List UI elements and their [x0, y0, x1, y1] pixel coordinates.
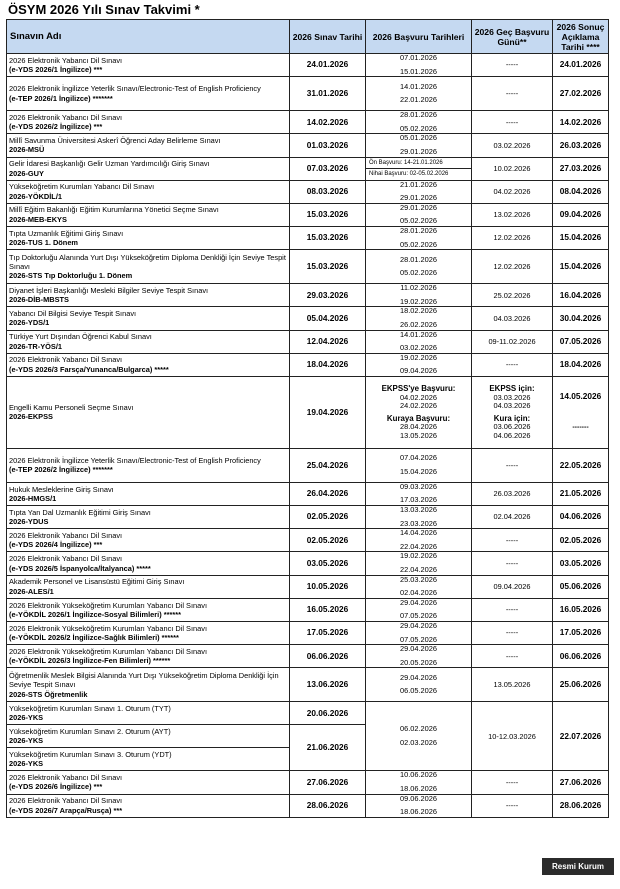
table-row	[7, 622, 609, 645]
exam-code: 2026-MSÜ	[9, 145, 45, 155]
application-dates-cell	[366, 645, 472, 668]
exam-code: 2026-YDS/1	[9, 318, 50, 328]
exam-name-cell	[7, 725, 290, 748]
exam-name-cell	[7, 250, 290, 284]
application-end: 05.02.2026	[400, 216, 437, 226]
application-dates-cell	[366, 353, 472, 376]
exam-name-cell	[7, 54, 290, 77]
exam-date: 21.06.2026	[290, 725, 366, 771]
exam-name-cell	[7, 353, 290, 376]
exam-name: 2026 Elektronik Yabancı Dil Sınavı	[9, 55, 123, 65]
exam-name-cell	[7, 552, 290, 575]
exam-date: 10.05.2026	[290, 575, 366, 598]
application-dates-cell	[366, 448, 472, 482]
exam-name-cell	[7, 284, 290, 307]
application-dates-cell	[366, 506, 472, 529]
result-date: 24.01.2026	[553, 54, 609, 77]
exam-code: 2026-YÖKDİL/1	[9, 191, 62, 201]
exam-code: (e-TEP 2026/2 İngilizce) *******	[9, 465, 113, 475]
application-end: 07.05.2026	[400, 634, 437, 644]
application-end: 22.01.2026	[400, 95, 437, 105]
late-application: -----	[472, 794, 553, 817]
exam-code: (e-YÖKDİL 2026/2 İngilizce-Sağlık Bilimleri) ******	[9, 633, 179, 643]
late-application: -----	[472, 111, 553, 134]
late-application: 26.03.2026	[472, 482, 553, 505]
kura-result-heading: Kura için:	[493, 413, 531, 423]
application-start: 04.02.2026	[400, 392, 437, 402]
exam-name: Millî Savunma Üniversitesi Askerî Öğrenci Aday Belirleme Sınavı	[9, 136, 221, 146]
application-dates-cell	[366, 529, 472, 552]
application-start: 09.06.2026	[400, 794, 437, 803]
result-date: 06.06.2026	[553, 645, 609, 668]
late-application: -----	[472, 552, 553, 575]
table-row	[7, 54, 609, 77]
exam-date: 31.01.2026	[290, 77, 366, 111]
table-row	[7, 668, 609, 702]
late-application: 10-12.03.2026	[472, 702, 553, 771]
exam-date: 06.06.2026	[290, 645, 366, 668]
table-row	[7, 203, 609, 226]
result-date: 30.04.2026	[553, 307, 609, 330]
table-row	[7, 598, 609, 621]
application-dates-cell	[366, 376, 472, 448]
exam-date: 29.03.2026	[290, 284, 366, 307]
exam-name-cell	[7, 111, 290, 134]
application-start: 28.01.2026	[400, 226, 437, 235]
exam-name: 2026 Elektronik Yabancı Dil Sınavı	[9, 112, 123, 122]
exam-date: 20.06.2026	[290, 702, 366, 725]
application-end: 20.05.2026	[400, 657, 437, 667]
late-application: 09-11.02.2026	[472, 330, 553, 353]
exam-name: Hukuk Mesleklerine Giriş Sınavı	[9, 484, 114, 494]
exam-name-cell	[7, 134, 290, 157]
application-start: 28.01.2026	[400, 254, 437, 264]
exam-name-cell	[7, 645, 290, 668]
exam-date: 12.04.2026	[290, 330, 366, 353]
exam-name-cell	[7, 771, 290, 794]
application-end: 29.01.2026	[400, 193, 437, 203]
application-end: 18.06.2026	[400, 783, 437, 793]
late-application: 09.04.2026	[472, 575, 553, 598]
exam-code: 2026-YKS	[9, 736, 44, 746]
result-date: 04.06.2026	[553, 506, 609, 529]
kura-application-heading: Kuraya Başvuru:	[386, 413, 451, 423]
exam-code: (e-YDS 2026/7 Arapça/Rusça) ***	[9, 805, 123, 815]
application-dates-cell	[366, 668, 472, 702]
result-date: 21.05.2026	[553, 482, 609, 505]
exam-name: Tıp Doktorluğu Alanında Yurt Dışı Yükseköğretim Diploma Denkliği İçin Seviye Tespit Sınavı	[9, 252, 286, 271]
exam-date: 01.03.2026	[290, 134, 366, 157]
late-application: -----	[472, 771, 553, 794]
exam-date: 07.03.2026	[290, 157, 366, 180]
application-end: 23.03.2026	[400, 518, 437, 528]
exam-code: 2026-HMGS/1	[9, 493, 57, 503]
result-date: 14.05.2026	[559, 390, 602, 401]
result-date: 27.06.2026	[553, 771, 609, 794]
late-application: -----	[472, 622, 553, 645]
table-row	[7, 111, 609, 134]
application-start: 14.01.2026	[400, 330, 437, 339]
application-end: 18.06.2026	[400, 807, 437, 817]
exam-code: (e-YDS 2026/5 İspanyolca/İtalyanca) *****	[9, 563, 151, 573]
application-start: 14.01.2026	[400, 81, 437, 91]
late-date: 04.03.2026	[493, 401, 531, 411]
table-row	[7, 771, 609, 794]
result-date: 15.04.2026	[553, 226, 609, 249]
table-row	[7, 77, 609, 111]
exam-code: (e-YDS 2026/1 İngilizce) ***	[9, 65, 103, 75]
exam-code: 2026-YKS	[9, 713, 44, 723]
application-end: 15.04.2026	[400, 466, 437, 476]
header-exam-name: Sınavın Adı	[7, 20, 290, 54]
exam-date: 25.04.2026	[290, 448, 366, 482]
application-start: 07.04.2026	[400, 453, 437, 463]
exam-date: 18.04.2026	[290, 353, 366, 376]
exam-code: 2026-YDUS	[9, 517, 49, 527]
exam-name: Gelir İdaresi Başkanlığı Gelir Uzman Yardımcılığı Giriş Sınavı	[9, 159, 210, 169]
result-date: 05.06.2026	[553, 575, 609, 598]
result-date: 14.02.2026	[553, 111, 609, 134]
application-dates-cell	[366, 157, 472, 180]
application-start: 29.04.2026	[400, 621, 437, 630]
exam-date: 24.01.2026	[290, 54, 366, 77]
exam-name-cell	[7, 622, 290, 645]
table-row	[7, 180, 609, 203]
application-end: 22.04.2026	[400, 565, 437, 575]
exam-name-cell	[7, 482, 290, 505]
exam-code: 2026-STS Tıp Doktorluğu 1. Dönem	[9, 271, 133, 281]
application-end: 05.02.2026	[400, 268, 437, 278]
exam-name: Millî Eğitim Bakanlığı Eğitim Kurumlarına Yönetici Seçme Sınavı	[9, 205, 219, 215]
application-dates-cell	[366, 54, 472, 77]
result-date: 09.04.2026	[553, 203, 609, 226]
late-application: -----	[472, 598, 553, 621]
exam-name: 2026 Elektronik Yükseköğretim Kurumları Yabancı Dil Sınavı	[9, 600, 208, 610]
exam-name-cell	[7, 376, 290, 448]
result-date: 27.03.2026	[553, 157, 609, 180]
exam-code: 2026-DİB-MBSTS	[9, 295, 69, 305]
application-start: 21.01.2026	[400, 180, 437, 189]
late-application: 10.02.2026	[472, 157, 553, 180]
exam-name: Engelli Kamu Personeli Seçme Sınavı	[9, 402, 134, 412]
application-end: 05.02.2026	[400, 239, 437, 249]
application-start: 14.04.2026	[400, 528, 437, 538]
exam-name-cell	[7, 448, 290, 482]
exam-name: Yükseköğretim Kurumları Sınavı 2. Oturum (AYT)	[9, 726, 171, 736]
application-dates-cell	[366, 552, 472, 575]
exam-name: Yükseköğretim Kurumları Sınavı 3. Oturum (YDT)	[9, 749, 172, 759]
table-row	[7, 794, 609, 817]
application-start: 07.01.2026	[400, 53, 437, 62]
application-end: 24.02.2026	[400, 401, 437, 411]
application-dates-cell	[366, 307, 472, 330]
application-start: 29.04.2026	[400, 598, 437, 607]
exam-name: 2026 Elektronik İngilizce Yeterlik Sınavı/Electronic-Test of English Proficiency	[9, 84, 261, 94]
table-row	[7, 134, 609, 157]
table-row	[7, 529, 609, 552]
exam-date: 16.05.2026	[290, 598, 366, 621]
application-end: 03.02.2026	[400, 343, 437, 353]
application-dates-cell	[366, 771, 472, 794]
exam-schedule-table	[6, 19, 609, 818]
late-application: 03.02.2026	[472, 134, 553, 157]
application-end: 26.02.2026	[400, 319, 437, 329]
table-row	[7, 645, 609, 668]
exam-date: 15.03.2026	[290, 203, 366, 226]
exam-date: 13.06.2026	[290, 668, 366, 702]
exam-code: (e-YDS 2026/4 İngilizce) ***	[9, 540, 103, 550]
late-application: -----	[472, 645, 553, 668]
result-date: 08.04.2026	[553, 180, 609, 203]
late-application: -----	[472, 77, 553, 111]
application-end: 02.03.2026	[400, 737, 437, 747]
application-start: 19.02.2026	[400, 551, 437, 561]
exam-name: 2026 Elektronik Yabancı Dil Sınavı	[9, 554, 123, 564]
exam-name: Yabancı Dil Bilgisi Seviye Tespit Sınavı	[9, 309, 137, 318]
exam-date: 05.04.2026	[290, 307, 366, 330]
exam-name: Öğretmenlik Meslek Bilgisi Alanında Yurt Dışı Yükseköğretim Diploma Denkliği İçin Seviye Tespit Sınavı	[9, 670, 279, 690]
late-application: 12.02.2026	[472, 226, 553, 249]
exam-name: Akademik Personel ve Lisansüstü Eğitimi Giriş Sınavı	[9, 577, 185, 587]
table-row	[7, 376, 609, 448]
application-dates-cell	[366, 482, 472, 505]
exam-name: 2026 Elektronik İngilizce Yeterlik Sınavı/Electronic-Test of English Proficiency	[9, 455, 261, 465]
table-row	[7, 284, 609, 307]
exam-name: Tıpta Uzmanlık Eğitimi Giriş Sınavı	[9, 228, 124, 238]
exam-name: Yükseköğretim Kurumları Yabancı Dil Sınavı	[9, 182, 155, 192]
exam-name: Diyanet İşleri Başkanlığı Mesleki Bilgiler Seviye Tespit Sınavı	[9, 285, 209, 295]
exam-name: 2026 Elektronik Yükseköğretim Kurumları Yabancı Dil Sınavı	[9, 623, 208, 633]
exam-date: 28.06.2026	[290, 794, 366, 817]
application-dates-cell	[366, 180, 472, 203]
exam-name: 2026 Elektronik Yükseköğretim Kurumları Yabancı Dil Sınavı	[9, 646, 208, 656]
application-dates-cell	[366, 250, 472, 284]
exam-name-cell	[7, 203, 290, 226]
application-start: 05.01.2026	[400, 133, 437, 143]
application-start: 28.04.2026	[400, 422, 437, 432]
exam-date: 15.03.2026	[290, 226, 366, 249]
application-dates-cell	[366, 702, 472, 771]
application-dates-cell	[366, 598, 472, 621]
exam-code: 2026-STS Öğretmenlik	[9, 689, 88, 699]
application-start: 18.02.2026	[400, 306, 437, 316]
application-end: 15.01.2026	[400, 66, 437, 76]
late-application: -----	[472, 448, 553, 482]
header-late-application: 2026 Geç Başvuru Günü**	[472, 20, 553, 54]
exam-name-cell	[7, 77, 290, 111]
table-row	[7, 482, 609, 505]
late-date: 03.03.2026	[493, 392, 531, 402]
late-application: 13.02.2026	[472, 203, 553, 226]
result-date: 28.06.2026	[553, 794, 609, 817]
application-dates-cell	[366, 575, 472, 598]
exam-date: 27.06.2026	[290, 771, 366, 794]
application-end: 05.02.2026	[400, 123, 437, 133]
application-end: 02.04.2026	[400, 588, 437, 598]
exam-name-cell	[7, 157, 290, 180]
application-start: 19.02.2026	[400, 353, 437, 362]
exam-date: 17.05.2026	[290, 622, 366, 645]
application-end: 13.05.2026	[400, 430, 437, 440]
late-application: 25.02.2026	[472, 284, 553, 307]
exam-code: 2026-ALES/1	[9, 586, 54, 596]
application-dates-cell	[366, 111, 472, 134]
exam-name: 2026 Elektronik Yabancı Dil Sınavı	[9, 530, 123, 540]
header-result-date: 2026 Sonuç Açıklama Tarihi ****	[553, 20, 609, 54]
exam-date: 14.02.2026	[290, 111, 366, 134]
result-date-kura: -------	[572, 424, 589, 432]
application-dates-cell	[366, 203, 472, 226]
table-row	[7, 226, 609, 249]
header-exam-date: 2026 Sınav Tarihi	[290, 20, 366, 54]
exam-date: 19.04.2026	[290, 376, 366, 448]
exam-date: 03.05.2026	[290, 552, 366, 575]
exam-name-cell	[7, 506, 290, 529]
result-date: 07.05.2026	[553, 330, 609, 353]
exam-name: 2026 Elektronik Yabancı Dil Sınavı	[9, 796, 123, 806]
exam-date: 02.05.2026	[290, 529, 366, 552]
application-dates-cell	[366, 226, 472, 249]
application-end: 06.05.2026	[400, 686, 437, 696]
result-date: 16.04.2026	[553, 284, 609, 307]
exam-code: (e-YÖKDİL 2026/1 İngilizce-Sosyal Bilimleri) ******	[9, 609, 181, 619]
application-start: 10.06.2026	[400, 770, 437, 780]
result-date: 18.04.2026	[553, 353, 609, 376]
application-end: 09.04.2026	[400, 366, 437, 376]
result-date-cell	[553, 376, 609, 448]
late-application: 04.02.2026	[472, 180, 553, 203]
exam-name-cell	[7, 226, 290, 249]
application-start: 29.04.2026	[400, 672, 437, 682]
table-row	[7, 506, 609, 529]
exam-name-cell	[7, 575, 290, 598]
exam-code: (e-YÖKDİL 2026/3 İngilizce-Fen Bilimleri) ******	[9, 656, 171, 666]
result-date: 15.04.2026	[553, 250, 609, 284]
application-start: 28.01.2026	[400, 110, 437, 120]
application-end: 29.01.2026	[400, 146, 437, 156]
table-row	[7, 250, 609, 284]
result-date: 22.07.2026	[553, 702, 609, 771]
application-dates-cell	[366, 794, 472, 817]
application-dates-cell	[366, 134, 472, 157]
application-start: 11.02.2026	[400, 283, 437, 293]
late-application: 04.03.2026	[472, 307, 553, 330]
application-start: 13.03.2026	[400, 505, 437, 515]
application-end: 07.05.2026	[400, 611, 437, 621]
result-date: 03.05.2026	[553, 552, 609, 575]
exam-name-cell	[7, 330, 290, 353]
late-application: -----	[472, 529, 553, 552]
exam-code: (e-YDS 2026/2 İngilizce) ***	[9, 122, 103, 132]
result-date: 27.02.2026	[553, 77, 609, 111]
table-row	[7, 353, 609, 376]
exam-code: (e-TEP 2026/1 İngilizce) *******	[9, 93, 113, 103]
result-date: 22.05.2026	[553, 448, 609, 482]
exam-name-cell	[7, 529, 290, 552]
exam-name-cell	[7, 668, 290, 702]
late-application: -----	[472, 353, 553, 376]
exam-code: 2026-YKS	[9, 759, 44, 769]
result-date: 26.03.2026	[553, 134, 609, 157]
exam-name: Tıpta Yan Dal Uzmanlık Eğitimi Giriş Sınavı	[9, 507, 151, 517]
application-start: 25.03.2026	[400, 575, 437, 584]
exam-name-cell	[7, 794, 290, 817]
exam-name-cell	[7, 748, 290, 771]
exam-name: 2026 Elektronik Yabancı Dil Sınavı	[9, 355, 123, 365]
exam-name: Türkiye Yurt Dışından Öğrenci Kabul Sınavı	[9, 332, 152, 342]
exam-date: 26.04.2026	[290, 482, 366, 505]
late-application: 13.05.2026	[472, 668, 553, 702]
application-dates-cell	[366, 330, 472, 353]
exam-name: 2026 Elektronik Yabancı Dil Sınavı	[9, 773, 123, 783]
exam-date: 08.03.2026	[290, 180, 366, 203]
application-dates-cell	[366, 284, 472, 307]
exam-code: (e-YDS 2026/3 Farsça/Yunanca/Bulgarca) *****	[9, 364, 169, 374]
application-end: 22.04.2026	[400, 541, 437, 551]
late-application: 12.02.2026	[472, 250, 553, 284]
result-date: 02.05.2026	[553, 529, 609, 552]
table-row	[7, 702, 609, 725]
application-start: 29.04.2026	[400, 644, 437, 654]
exam-code: 2026-MEB-EKYS	[9, 214, 67, 224]
exam-code: 2026-TUS 1. Dönem	[9, 238, 79, 248]
application-end: 17.03.2026	[400, 495, 437, 505]
exam-name-cell	[7, 702, 290, 725]
exam-name-cell	[7, 307, 290, 330]
exam-name-cell	[7, 180, 290, 203]
pre-application: Ön Başvuru: 14-21.01.2026	[366, 158, 471, 169]
table-row	[7, 552, 609, 575]
application-start: 29.01.2026	[400, 203, 437, 212]
late-application: -----	[472, 54, 553, 77]
table-row	[7, 330, 609, 353]
table-row	[7, 575, 609, 598]
late-date: 04.06.2026	[493, 430, 531, 440]
exam-code: 2026-GUY	[9, 168, 44, 178]
result-date: 17.05.2026	[553, 622, 609, 645]
result-date: 16.05.2026	[553, 598, 609, 621]
table-row	[7, 157, 609, 180]
application-dates-cell	[366, 77, 472, 111]
exam-code: 2026-TR-YÖS/1	[9, 341, 62, 351]
page-title: ÖSYM 2026 Yılı Sınav Takvimi *	[8, 2, 200, 17]
late-date: 03.06.2026	[493, 422, 531, 432]
late-application: 02.04.2026	[472, 506, 553, 529]
result-date: 25.06.2026	[553, 668, 609, 702]
table-row	[7, 448, 609, 482]
table-row	[7, 307, 609, 330]
header-application-dates: 2026 Başvuru Tarihleri	[366, 20, 472, 54]
application-dates-cell	[366, 622, 472, 645]
late-application-cell	[472, 376, 553, 448]
exam-name-cell	[7, 598, 290, 621]
application-start: 09.03.2026	[400, 482, 437, 491]
ekpss-application-heading: EKPSS'ye Başvuru:	[381, 384, 456, 394]
application-end: 19.02.2026	[400, 296, 437, 306]
final-application: Nihai Başvuru: 02-05.02.2026	[369, 171, 449, 178]
exam-code: 2026-EKPSS	[9, 412, 53, 422]
exam-date: 15.03.2026	[290, 250, 366, 284]
ekpss-result-heading: EKPSS için:	[489, 384, 535, 394]
exam-name: Yükseköğretim Kurumları Sınavı 1. Oturum (TYT)	[9, 703, 171, 713]
watermark-badge: Resmi Kurum	[542, 858, 614, 875]
exam-code: (e-YDS 2026/6 İngilizce) ***	[9, 782, 103, 792]
application-start: 06.02.2026	[400, 724, 437, 734]
exam-date: 02.05.2026	[290, 506, 366, 529]
